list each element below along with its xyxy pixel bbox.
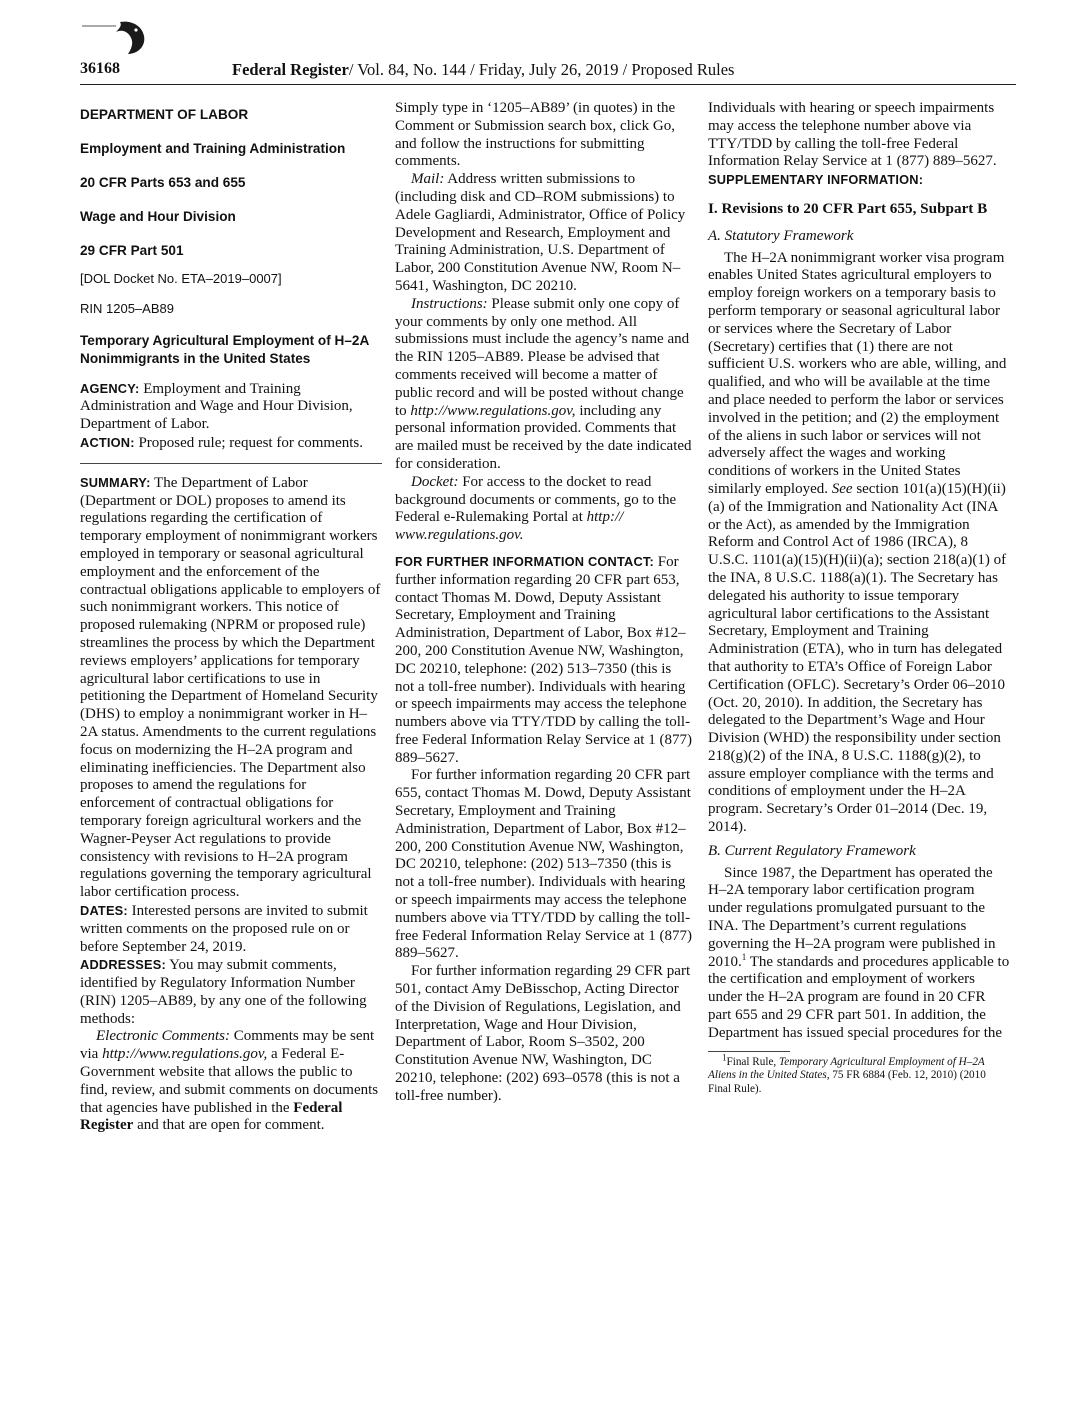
electronic-text: Comments may be sent via (80, 1028, 375, 1063)
instructions-paragraph (395, 296, 693, 474)
docket-text: For access to the docket to read background documents or comments, go to the Federal e-Rulemaking Portal at (395, 473, 677, 526)
summary-text: The Department of Labor (Department or DOL) proposes to amend its regulations regarding the certification of temporary employment of nonimmigrant workers employed in temporary or seasonal agricultural employment and the enforcement of the contractual obligations applicable to employers of such nonimmigrant workers. This notice of proposed rulemaking (NPRM or proposed rule) streamlines the process by which the Department reviews employers’ applications for temporary agricultural labor certifications to use in petitioning the Department of Homeland Security (DHS) to employ a nonimmigrant worker in H–2A status. Amendments to the current regulations focus on modernizing the H–2A program and eliminating inefficiencies. The Department also proposes to amend the regulations for enforcement of contractual obligations for temporary foreign agricultural workers and the Wagner-Peyser Act regulations to provide consistency with revisions to H–2A program regulations governing the temporary agricultural labor certification process. (80, 474, 381, 901)
agency-paragraph (80, 380, 382, 434)
cfr-part-heading: 29 CFR Part 501 (80, 243, 184, 258)
addresses-label: ADDRESSES: (80, 957, 166, 973)
action-label: ACTION: (80, 434, 135, 450)
issue-details: / Vol. 84, No. 144 / Friday, July 26, 2019 / Proposed Rules (348, 60, 735, 79)
instructions-text: Please submit only one copy of your comments by only one method. All submissions must include the agency’s name and the RIN 1205–AB89. Please be advised that comments received will become a matter of public record and will be posted without change to (395, 295, 690, 419)
electronic-text-3: and that are open for comment. (137, 1117, 325, 1134)
rule-title: Temporary Agricultural Employment of H–2A Nonimmigrants in the United States (80, 332, 369, 366)
column-1 (80, 100, 382, 1135)
summary-label: SUMMARY: (80, 474, 151, 490)
action-paragraph (80, 434, 382, 453)
rin-number: RIN 1205–AB89 (80, 300, 174, 316)
page-number: 36168 (80, 60, 120, 77)
docket-link[interactable]: http:// www.regulations.gov. (395, 509, 624, 544)
footnote-divider (708, 1051, 790, 1052)
regulatory-framework-paragraph (708, 865, 1010, 1043)
dates-text: Interested persons are invited to submit written comments on the proposed rule on or before September 24, 2019. (80, 902, 368, 955)
footnote-text: Final Rule, (726, 1055, 777, 1068)
addresses-paragraph (80, 956, 382, 1028)
column-2 (395, 100, 693, 1106)
instructions-link[interactable]: http://www.regulations.gov, (410, 402, 576, 419)
supplementary-label-line (708, 171, 1010, 190)
subsection-heading-a: A. Statutory Framework (708, 227, 854, 244)
mail-paragraph (395, 171, 693, 296)
search-instructions-paragraph: Simply type in ‘1205–AB89’ (in quotes) in the Comment or Submission search box, click Go, and follow the instructions for submitting comments. (395, 100, 676, 170)
statutory-text: The H–2A nonimmigrant worker visa program enables United States agricultural employers to employ foreign workers on a temporary basis to perform temporary or seasonal agricultural labor or services where the Secretary of Labor (Secretary) certifies that (1) there are not sufficient U.S. workers who are able, willing, and qualified, and who will be available at the time and place needed to perform the labor or services involved in the petition; and (2) the employment of the aliens in such labor or services will not adversely affect the wages and working conditions of workers in the United States similarly employed. (708, 249, 1007, 497)
summary-paragraph (80, 474, 382, 902)
statutory-text-2: section 101(a)(15)(H)(ii)(a) of the Immigration and Nationality Act (INA or the Act), as amended by the Immigration Reform and Control Act of 1986 (IRCA), 8 U.S.C. 1101(a)(15)(H)(ii)(a); section 218(a)(1) of the INA, 8 U.S.C. 1188(a)(1). The Secretary has delegated his authority to issue temporary agricultural labor certifications to the Assistant Secretary, Employment and Training Administration (ETA), who in turn has delegated that authority to ETA’s Office of Foreign Labor Certification (OFLC). Secretary’s Order 06–2010 (Oct. 20, 2010). In addition, the Secretary has delegated to the Department’s Wage and Hour Division (WHD) the responsibility under section 218(g)(2) of the INA, 8 U.S.C. 1188(g)(2), to assure employer compliance with the terms and conditions of employment under the H–2A program. Secretary’s Order 01–2014 (Dec. 19, 2014). (708, 480, 1007, 836)
agency-label: AGENCY: (80, 380, 140, 396)
supplementary-label: SUPPLEMENTARY INFORMATION: (708, 172, 924, 188)
electronic-comments-label: Electronic Comments: (96, 1028, 230, 1045)
sub-agency-heading: Employment and Training Administration (80, 141, 346, 156)
footnote-1 (708, 1051, 1010, 1097)
subsection-heading-b: B. Current Regulatory Framework (708, 842, 916, 859)
page-header (80, 58, 856, 82)
contact-text: For further information regarding 20 CFR part 653, contact Thomas M. Dowd, Deputy Assistant Secretary, Employment and Training Administration, Department of Labor, Box #12–200, 200 Constitution Avenue NW, Washington, DC 20210, telephone: (202) 513–7350 (this is not a toll-free number). Individuals with hearing or speech impairments may access the telephone numbers above via TTY/TDD by calling the toll-free Federal Information Relay Service at 1 (877) 889–5627. (395, 553, 692, 766)
gpo-eagle-icon (80, 18, 150, 58)
federal-register-name: Federal Register (80, 1099, 343, 1134)
footnote-number: 1 (722, 1051, 727, 1062)
mail-label: Mail: (411, 171, 445, 188)
electronic-comments-paragraph (80, 1028, 382, 1135)
see-signal: See (831, 480, 853, 497)
regulatory-text-2: The standards and procedures applicable to the certification and employment of workers under the H–2A program are found in 20 CFR part 655 and 29 CFR part 501. In addition, the Department has issued special procedures for the (708, 953, 1010, 1041)
publication-name: Federal Register (232, 60, 349, 79)
statutory-framework-paragraph (708, 250, 1010, 837)
instructions-label: Instructions: (411, 295, 488, 312)
section-divider (80, 463, 382, 464)
regulations-link[interactable]: http://www.regulations.gov, (102, 1046, 268, 1063)
contact-paragraph (395, 553, 693, 768)
contact-paragraph-2: For further information regarding 20 CFR part 655, contact Thomas M. Dowd, Deputy Assistant Secretary, Employment and Training Administration, Department of Labor, Box #12–200, 200 Constitution Avenue NW, Washington, DC 20210, telephone: (202) 513–7350 (this is not a toll-free number). Individuals with hearing or speech impairments may access the telephone numbers above via TTY/TDD by calling the toll-free Federal Information Relay Service at 1 (877) 889–5627. (395, 767, 692, 962)
addresses-text: You may submit comments, identified by Regulatory Information Number (RIN) 1205–AB89, by any one of the following methods: (80, 957, 367, 1027)
cfr-parts-heading: 20 CFR Parts 653 and 655 (80, 175, 246, 190)
contact-label: FOR FURTHER INFORMATION CONTACT: (395, 553, 654, 569)
instructions-text-2: including any personal information provided. Comments that are mailed must be received by the date indicated for consideration. (395, 402, 692, 472)
docket-label: Docket: (411, 473, 459, 490)
footnote-text-2: 75 FR 6884 (Feb. 12, 2010) (2010 Final Rule). (708, 1069, 986, 1095)
docket-paragraph (395, 474, 693, 545)
footnote-title: Temporary Agricultural Employment of H–2A Aliens in the United States, (708, 1055, 985, 1082)
action-text: Proposed rule; request for comments. (138, 434, 363, 451)
electronic-text-2: a Federal E-Government website that allows the public to find, review, and submit comments on documents that agencies have published in the (80, 1046, 379, 1116)
contact-paragraph-3: For further information regarding 29 CFR part 501, contact Amy DeBisschop, Acting Director of the Division of Regulations, Legislation, and Interpretation, Wage and Hour Division, Department of Labor, Room S–3502, 200 Constitution Avenue NW, Washington, DC 20210, telephone: (202) 693–0578 (this is not a toll-free number). (395, 963, 691, 1104)
regulatory-text: Since 1987, the Department has operated the H–2A temporary labor certification program under regulations promulgated pursuant to the INA. The Department’s current regulations governing the H–2A program were published in 2010. (708, 864, 996, 970)
mail-text: Address written submissions to (including disk and CD–ROM submissions) to Adele Gagliardi, Administrator, Office of Policy Development and Research, Employment and Training Administration, U.S. Department of Labor, 200 Constitution Avenue NW, Room N–5641, Washington, DC 20210. (395, 171, 686, 294)
agency-text: Employment and Training Administration and Wage and Hour Division, Department of Labor. (80, 380, 353, 433)
sub-agency-heading-2: Wage and Hour Division (80, 209, 236, 224)
gpo-authentication-logo (80, 18, 150, 58)
department-heading: DEPARTMENT OF LABOR (80, 107, 249, 122)
dates-paragraph (80, 902, 382, 956)
dates-label: DATES: (80, 902, 128, 918)
docket-number: [DOL Docket No. ETA–2019–0007] (80, 271, 282, 286)
header-rule (80, 84, 1016, 85)
publication-line (232, 60, 734, 80)
footnote-reference[interactable]: 1 (741, 951, 747, 962)
relay-paragraph: Individuals with hearing or speech impairments may access the telephone number above via TTY/TDD by calling the toll-free Federal Information Relay Service at 1 (877) 889–5627. (708, 100, 997, 170)
section-heading-1: I. Revisions to 20 CFR Part 655, Subpart B (708, 199, 988, 217)
column-3 (708, 100, 1010, 1096)
